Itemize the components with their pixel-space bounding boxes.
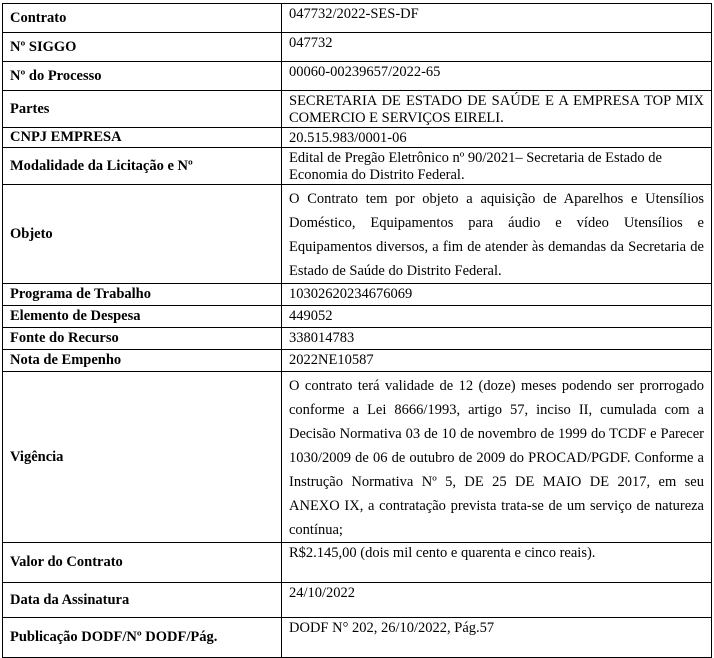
table-row	[3, 372, 712, 543]
table-row	[3, 4, 712, 33]
label-cnpj: CNPJ EMPRESA	[3, 128, 282, 148]
label-fonte: Fonte do Recurso	[3, 328, 282, 350]
label-assinatura: Data da Assinatura	[3, 583, 282, 618]
table-row	[3, 185, 712, 284]
value-assinatura: 24/10/2022	[282, 583, 712, 618]
value-objeto: O Contrato tem por objeto a aquisição de Aparelhos e Utensílios Doméstico, Equipamentos para áudio e vídeo Utensílios e Equipamentos diversos, a fim de atender às demandas da Secretaria de Estado de Saúde do Distrito Federal.	[282, 185, 712, 284]
value-valor: R$2.145,00 (dois mil cento e quarenta e cinco reais).	[282, 543, 712, 583]
value-siggo: 047732	[282, 33, 712, 62]
value-elemento: 449052	[282, 306, 712, 328]
table-row	[3, 618, 712, 658]
label-publicacao: Publicação DODF/Nº DODF/Pág.	[3, 618, 282, 658]
label-empenho: Nota de Empenho	[3, 350, 282, 372]
value-partes: SECRETARIA DE ESTADO DE SAÚDE E A EMPRESA TOP MIX COMERCIO E SERVIÇOS EIRELI.	[282, 91, 712, 128]
value-contrato: 047732/2022-SES-DF	[282, 4, 712, 33]
value-cnpj: 20.515.983/0001-06	[282, 128, 712, 148]
value-empenho: 2022NE10587	[282, 350, 712, 372]
value-programa: 10302620234676069	[282, 284, 712, 306]
table-row	[3, 148, 712, 185]
table-row	[3, 328, 712, 350]
table-row	[3, 91, 712, 128]
label-objeto: Objeto	[3, 185, 282, 284]
label-siggo: Nº SIGGO	[3, 33, 282, 62]
label-vigencia: Vigência	[3, 372, 282, 543]
label-valor: Valor do Contrato	[3, 543, 282, 583]
label-programa: Programa de Trabalho	[3, 284, 282, 306]
label-elemento: Elemento de Despesa	[3, 306, 282, 328]
label-contrato: Contrato	[3, 4, 282, 33]
value-processo: 00060-00239657/2022-65	[282, 62, 712, 91]
contract-table	[2, 3, 712, 658]
label-processo: Nº do Processo	[3, 62, 282, 91]
table-row	[3, 583, 712, 618]
table-row	[3, 350, 712, 372]
table-row	[3, 33, 712, 62]
table-row	[3, 306, 712, 328]
label-modalidade: Modalidade da Licitação e Nº	[3, 148, 282, 185]
table-row	[3, 284, 712, 306]
label-partes: Partes	[3, 91, 282, 128]
value-modalidade: Edital de Pregão Eletrônico nº 90/2021– Secretaria de Estado de Economia do Distrito Federal.	[282, 148, 712, 185]
table-row	[3, 128, 712, 148]
table-row	[3, 62, 712, 91]
value-fonte: 338014783	[282, 328, 712, 350]
value-vigencia: O contrato terá validade de 12 (doze) meses podendo ser prorrogado conforme a Lei 8666/1993, artigo 57, inciso II, cumulada com a Decisão Normativa 03 de 10 de novembro de 1999 do TCDF e Parecer 1030/2009 de 06 de outubro de 2009 do PROCAD/PGDF. Conforme a Instrução Normativa Nº 5, DE 25 DE MAIO DE 2017, em seu ANEXO IX, a contratação prevista trata-se de um serviço de natureza contínua;	[282, 372, 712, 543]
table-row	[3, 543, 712, 583]
value-publicacao: DODF N° 202, 26/10/2022, Pág.57	[282, 618, 712, 658]
